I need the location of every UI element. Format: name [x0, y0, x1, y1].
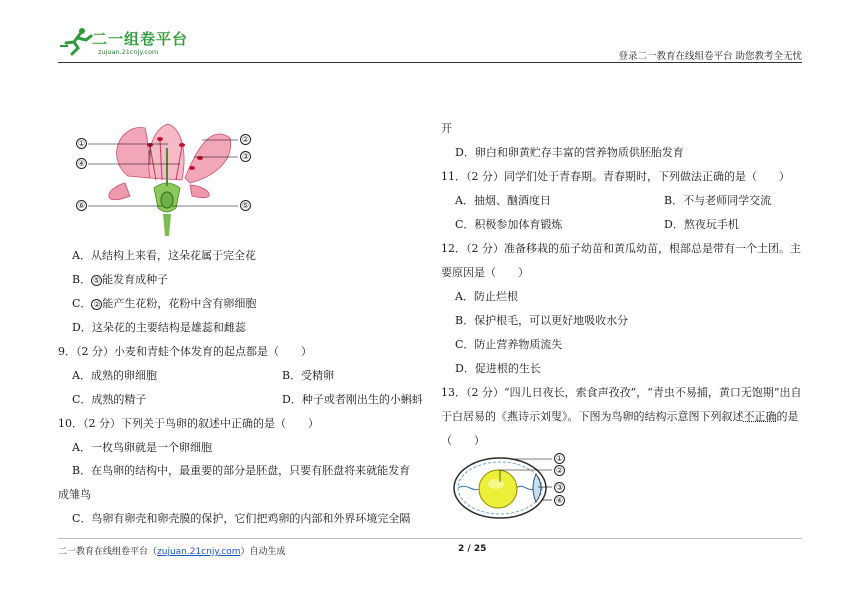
flower-diagram [70, 118, 260, 238]
q12-stem-line2: 要原因是（ ） [441, 266, 529, 279]
q8-option-c-marker: ② [93, 300, 101, 309]
q9-option-b: B．受精卵 [282, 369, 335, 382]
footer-source: 二一教育在线组卷平台（zujuan.21cnjy.com）自动生成 [58, 547, 286, 557]
header-login-link[interactable]: 登录二一教育在线组卷平台 助您教考全无忧 [618, 51, 802, 62]
q11-option-a: A．抽烟、酗酒度日 [455, 194, 551, 207]
q8-option-d: D．这朵花的主要结构是雄蕊和雌蕊 [72, 321, 246, 334]
q10-option-b-line2: 成雏鸟 [58, 488, 91, 501]
runner-logo-icon [58, 26, 96, 56]
logo-title: 二一组卷平台 [92, 30, 189, 48]
q9-stem: 9．（2 分）小麦和青蛙个体发育的起点都是（ ） [58, 345, 312, 358]
q10-option-b-line1: B．在鸟卵的结构中，最重要的部分是胚盘，只要有胚盘将来就能发育 [72, 464, 411, 477]
q10-option-c-line2: 开 [441, 122, 452, 135]
q12-option-b: B．保护根毛，可以更好地吸收水分 [455, 314, 629, 327]
egg-label-1: ① [555, 454, 564, 463]
q9-option-a: A．成熟的卵细胞 [72, 369, 157, 382]
q12-option-c: C．防止营养物质流失 [455, 338, 563, 351]
flower-label-2: ② [241, 135, 250, 144]
header-divider [58, 62, 802, 63]
logo-subtitle: zujuan.21cnjy.com [98, 48, 159, 56]
q13-stem-line3: （ ） [441, 434, 485, 447]
flower-label-5: ⑤ [241, 201, 250, 210]
header-logo[interactable] [58, 22, 208, 62]
flower-label-1: ① [77, 139, 86, 148]
q8-option-c: C． ② 能产生花粉，花粉中含有卵细胞 [72, 297, 257, 310]
egg-label-3: ③ [555, 483, 564, 492]
q8-option-b: B． ⑤ 能发育成种子 [72, 273, 169, 286]
footer-site-link[interactable]: zujuan.21cnjy.com [157, 547, 241, 557]
flower-label-4: ④ [77, 159, 86, 168]
q10-stem: 10．（2 分）下列关于鸟卵的叙述中正确的是（ ） [58, 417, 319, 430]
q10-option-a: A．一枚鸟卵就是一个卵细胞 [72, 441, 212, 454]
q12-option-a: A．防止烂根 [455, 290, 518, 303]
q9-option-c: C．成熟的精子 [72, 393, 147, 406]
page-number: 2 / 25 [458, 544, 487, 554]
q9-option-d: D．种子或者刚出生的小蝌蚪 [282, 393, 423, 406]
q11-option-b: B．不与老师同学交流 [664, 194, 772, 207]
q13-stem-line2: 于白居易的《燕诗示刘叟》。下图为鸟卵的结构示意图下列叙述不正确的是 [441, 410, 799, 423]
footer-divider [58, 538, 802, 539]
flower-label-6: ⑥ [77, 201, 86, 210]
q12-option-d: D．促进根的生长 [455, 362, 541, 375]
flower-label-3: ③ [241, 152, 250, 161]
q10-option-d: D．卵白和卵黄贮存丰富的营养物质供胚胎发育 [455, 146, 684, 159]
q11-stem: 11．（2 分）同学们处于青春期。青春期时，下列做法正确的是（ ） [441, 170, 790, 183]
q8-option-b-marker: ⑤ [93, 276, 101, 285]
q11-option-d: D．熬夜玩手机 [664, 218, 739, 231]
q12-stem-line1: 12．（2 分）准备移栽的茄子幼苗和黄瓜幼苗，根部总是带有一个土团。主 [441, 242, 801, 255]
q13-emphasis: 不正确 [743, 410, 777, 423]
egg-label-4: ④ [555, 496, 564, 505]
q8-option-a: A．从结构上来看，这朵花属于完全花 [72, 249, 256, 262]
q10-option-c-line1: C．鸟卵有卵壳和卵壳膜的保护，它们把鸡卵的内部和外界环境完全隔 [72, 512, 411, 525]
egg-label-2: ② [555, 466, 564, 475]
q11-option-c: C．积极参加体育锻炼 [455, 218, 563, 231]
q13-stem-line1: 13．（2 分）“四儿日夜长，索食声孜孜”，“青虫不易捕，黄口无饱期”出自 [441, 386, 802, 399]
